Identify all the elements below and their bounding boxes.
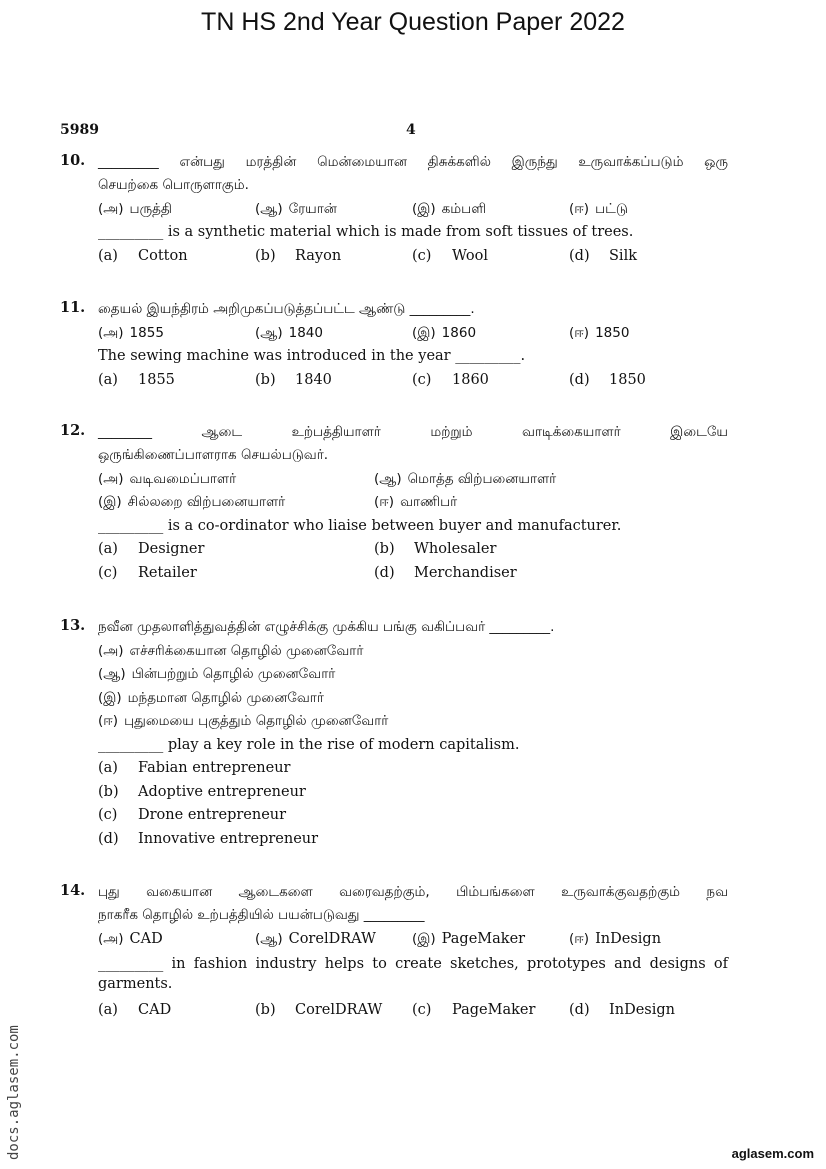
- option: (c) Wool: [412, 247, 489, 264]
- question-14: [60, 882, 728, 1024]
- option: (ஆ) 1840: [255, 324, 323, 341]
- option: (ஈ) InDesign: [569, 930, 662, 947]
- footer-link[interactable]: aglasem.com: [731, 1146, 814, 1161]
- option: (ஆ) CorelDRAW: [255, 930, 376, 947]
- question-number: 11.: [60, 299, 86, 316]
- option: (ஈ) புதுமையை புகுத்தும் தொழில் முனைவோர்: [98, 713, 389, 729]
- english-options: [98, 246, 728, 270]
- option: (d) Innovative entrepreneur: [98, 830, 319, 847]
- option: (b) Wholesaler: [374, 541, 497, 557]
- question-number: 12.: [60, 422, 86, 439]
- option: (a) Fabian entrepreneur: [98, 760, 291, 776]
- option: (இ) 1860: [412, 324, 477, 341]
- option: (d) 1850: [569, 371, 646, 388]
- english-question: _________ play a key role in the rise of modern capitalism.: [98, 736, 520, 753]
- tamil-options: [98, 469, 728, 493]
- option: (a) Cotton: [98, 247, 188, 264]
- option: (c) Retailer: [98, 564, 197, 581]
- question-12: [60, 422, 728, 586]
- option: (ஆ) பின்பற்றும் தொழில் முனைவோர்: [98, 666, 336, 682]
- option: (அ) CAD: [98, 930, 163, 947]
- option: (அ) 1855: [98, 324, 164, 341]
- option: (அ) பருத்தி: [98, 200, 172, 217]
- question-number: 10.: [60, 152, 86, 169]
- option: (a) Designer: [98, 541, 205, 557]
- tamil-question-line: நவீன முதலாளித்துவத்தின் எழுச்சிக்கு முக்கிய பங்கு வகிப்பவர் _________.: [98, 619, 555, 635]
- option: (அ) வடிவமைப்பாளர்: [98, 470, 237, 487]
- question-13: [60, 617, 728, 852]
- question-10: [60, 152, 728, 269]
- option: (ஈ) வாணிபர்: [374, 494, 458, 510]
- option: (ஈ) 1850: [569, 324, 630, 341]
- tamil-question-line: புது வகையான ஆடைகளை வரைவதற்கும், பிம்பங்களை உருவாக்குவதற்கும் நவ: [98, 884, 728, 900]
- tamil-options: [98, 492, 728, 516]
- question-11: [60, 299, 728, 393]
- option: (b) Rayon: [255, 247, 342, 264]
- option: (b) CorelDRAW: [255, 1002, 383, 1018]
- option: (a) CAD: [98, 1002, 172, 1018]
- option: (d) Merchandiser: [374, 564, 517, 581]
- question-number: 14.: [60, 882, 86, 899]
- option: (a) 1855: [98, 371, 175, 388]
- english-options: [98, 539, 728, 563]
- tamil-question-line: நாகரீக தொழில் உற்பத்தியில் பயன்படுவது _________: [98, 907, 425, 923]
- option: (இ) சில்லறை விற்பனையாளர்: [98, 494, 286, 510]
- paper-title: TN HS 2nd Year Question Paper 2022: [201, 8, 625, 36]
- english-options: [98, 563, 728, 587]
- side-watermark: docs.aglasem.com: [6, 1025, 22, 1160]
- option: (c) 1860: [412, 371, 489, 388]
- option: (b) Adoptive entrepreneur: [98, 783, 306, 800]
- tamil-question-line: _________ என்பது மரத்தின் மென்மையான திசுக்களில் இருந்து உருவாக்கப்படும் ஒரு: [98, 154, 728, 170]
- option: (ஆ) மொத்த விற்பனையாளர்: [374, 470, 557, 487]
- option: (d) Silk: [569, 247, 637, 264]
- english-options: [98, 1000, 728, 1024]
- option: (இ) PageMaker: [412, 930, 526, 947]
- english-question: The sewing machine was introduced in the year _________.: [98, 348, 526, 364]
- tamil-question-line: ________ ஆடை உற்பத்தியாளர் மற்றும் வாடிக்கையாளர் இடையே: [98, 424, 728, 440]
- option: (அ) எச்சரிக்கையான தொழில் முனைவோர்: [98, 642, 364, 659]
- english-question: _________ is a synthetic material which is made from soft tissues of trees.: [98, 224, 634, 240]
- tamil-question-line: ஒருங்கிணைப்பாளராக செயல்படுவர்.: [98, 447, 329, 463]
- option: (இ) மந்தமான தொழில் முனைவோர்: [98, 689, 324, 706]
- english-options: [98, 370, 728, 394]
- option: (c) PageMaker: [412, 1002, 536, 1018]
- tamil-options: [98, 323, 728, 347]
- question-number: 13.: [60, 617, 86, 634]
- option: (இ) கம்பளி: [412, 200, 487, 217]
- option: (b) 1840: [255, 371, 332, 388]
- option: (d) InDesign: [569, 1002, 675, 1018]
- tamil-options: [98, 929, 728, 953]
- tamil-question-line: தையல் இயந்திரம் அறிமுகப்படுத்தப்பட்ட ஆண்டு _________.: [98, 301, 475, 317]
- option: (ஈ) பட்டு: [569, 200, 628, 217]
- english-question: _________ in fashion industry helps to create sketches, prototypes and designs of garments.: [98, 956, 728, 992]
- option: (ஆ) ரேயான்: [255, 200, 337, 217]
- tamil-question-line: செயற்கை பொருளாகும்.: [98, 177, 249, 193]
- english-question: _________ is a co-ordinator who liaise between buyer and manufacturer.: [98, 517, 622, 534]
- paper-code: 5989: [60, 122, 99, 138]
- page-number: 4: [406, 122, 416, 138]
- tamil-options: [98, 199, 728, 223]
- option: (c) Drone entrepreneur: [98, 807, 287, 823]
